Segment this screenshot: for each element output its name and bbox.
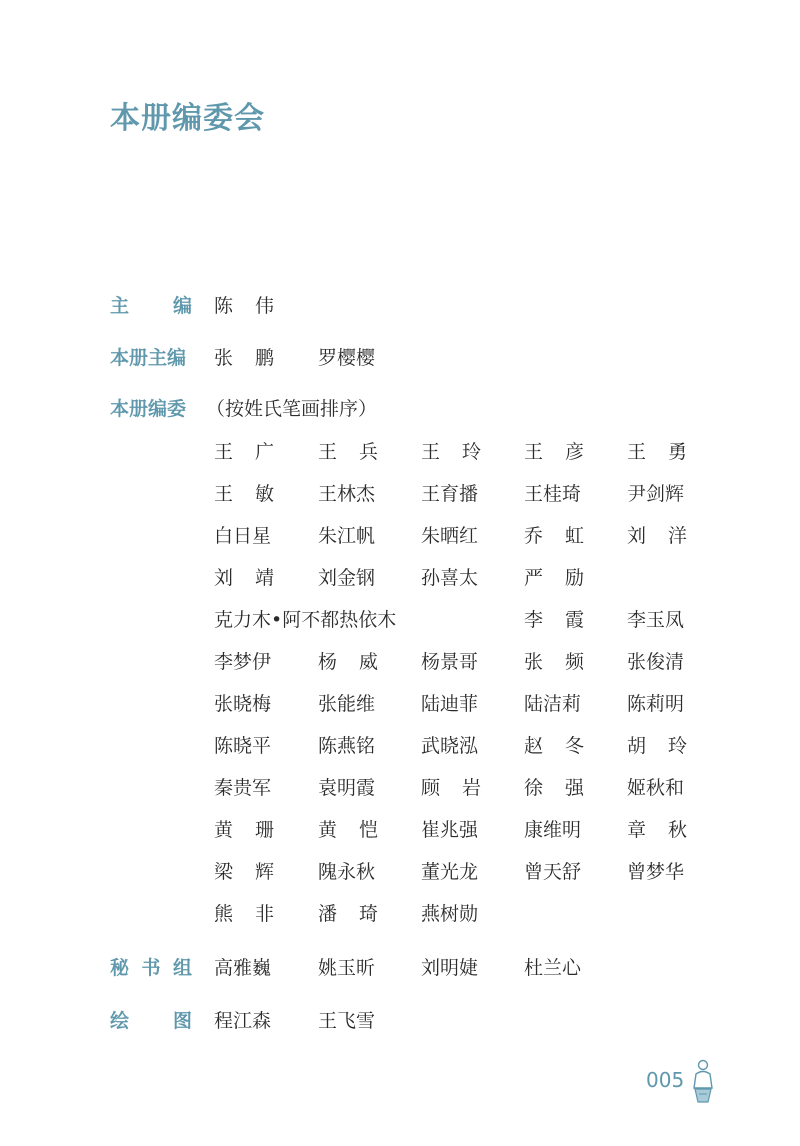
committee-member-name: 燕树勋: [421, 903, 479, 925]
committee-member-name: 白日星: [214, 525, 272, 547]
committee-member-name: 乔虹: [524, 525, 584, 547]
committee-member-name: 杨景哥: [421, 651, 479, 673]
committee-member-name: 曾梦华: [627, 861, 685, 883]
committee-member-name: 赵冬: [524, 735, 584, 757]
committee-member-name: 武晓泓: [421, 735, 479, 757]
committee-member-name: 张能维: [318, 693, 376, 715]
committee-member-name: 李霞: [524, 609, 584, 631]
committee-member-name: 陈晓平: [214, 735, 272, 757]
committee-member-name: 梁辉: [214, 861, 274, 883]
chief-editor-name: 陈伟: [214, 295, 274, 317]
committee-member-name: 曾天舒: [524, 861, 582, 883]
committee-member-name: 王育播: [421, 483, 479, 505]
committee-member-name: 黄珊: [214, 819, 274, 841]
committee-note: （按姓氏笔画排序）: [206, 398, 378, 420]
label-chief-editor: 主编: [110, 295, 192, 317]
page-title: 本册编委会: [110, 101, 265, 136]
committee-member-name: 克力木•阿不都热依木: [214, 609, 397, 631]
secretary-name: 刘明婕: [421, 957, 479, 979]
committee-member-name: 陈燕铭: [318, 735, 376, 757]
committee-member-name: 孙喜太: [421, 567, 479, 589]
volume-editor-name: 张鹏: [214, 347, 274, 369]
committee-member-name: 王林杰: [318, 483, 376, 505]
committee-member-name: 秦贵军: [214, 777, 272, 799]
committee-member-name: 李玉凤: [627, 609, 685, 631]
committee-member-name: 黄恺: [318, 819, 378, 841]
committee-member-name: 张晓梅: [214, 693, 272, 715]
committee-member-name: 张频: [524, 651, 584, 673]
committee-member-name: 王桂琦: [524, 483, 582, 505]
committee-member-name: 顾岩: [421, 777, 481, 799]
committee-member-name: 康维明: [524, 819, 582, 841]
label-committee: 本册编委: [110, 398, 187, 420]
label-volume-editor: 本册主编: [110, 347, 187, 369]
committee-member-name: 刘靖: [214, 567, 274, 589]
committee-member-name: 胡玲: [627, 735, 687, 757]
committee-member-name: 严励: [524, 567, 584, 589]
committee-member-name: 王广: [214, 441, 274, 463]
committee-member-name: 刘金钢: [318, 567, 376, 589]
committee-member-name: 陆洁莉: [524, 693, 582, 715]
committee-member-name: 崔兆强: [421, 819, 479, 841]
label-secretary: 秘书组: [110, 957, 192, 979]
committee-member-name: 陈莉明: [627, 693, 685, 715]
illustration-name: 王飞雪: [318, 1010, 376, 1032]
committee-member-name: 袁明霞: [318, 777, 376, 799]
committee-member-name: 刘洋: [627, 525, 687, 547]
secretary-name: 杜兰心: [524, 957, 582, 979]
committee-member-name: 王兵: [318, 441, 378, 463]
committee-member-name: 董光龙: [421, 861, 479, 883]
illustration-name: 程江森: [214, 1010, 272, 1032]
committee-member-name: 朱晒红: [421, 525, 479, 547]
secretary-name: 高雅巍: [214, 957, 272, 979]
committee-member-name: 熊非: [214, 903, 274, 925]
committee-member-name: 章秋: [627, 819, 687, 841]
figure-icon: [690, 1058, 716, 1104]
committee-member-name: 尹剑辉: [627, 483, 685, 505]
committee-member-name: 王勇: [627, 441, 687, 463]
committee-member-name: 李梦伊: [214, 651, 272, 673]
committee-member-name: 王玲: [421, 441, 481, 463]
committee-member-name: 隗永秋: [318, 861, 376, 883]
committee-member-name: 朱江帆: [318, 525, 376, 547]
committee-member-name: 王彦: [524, 441, 584, 463]
committee-member-name: 潘琦: [318, 903, 378, 925]
page-number: 005: [646, 1068, 685, 1092]
committee-member-name: 徐强: [524, 777, 584, 799]
secretary-name: 姚玉昕: [318, 957, 376, 979]
committee-member-name: 王敏: [214, 483, 274, 505]
volume-editor-name: 罗樱樱: [318, 347, 376, 369]
committee-member-name: 张俊清: [627, 651, 685, 673]
committee-member-name: 陆迪菲: [421, 693, 479, 715]
committee-member-name: 杨威: [318, 651, 378, 673]
committee-member-name: 姬秋和: [627, 777, 685, 799]
label-illustration: 绘图: [110, 1010, 192, 1032]
